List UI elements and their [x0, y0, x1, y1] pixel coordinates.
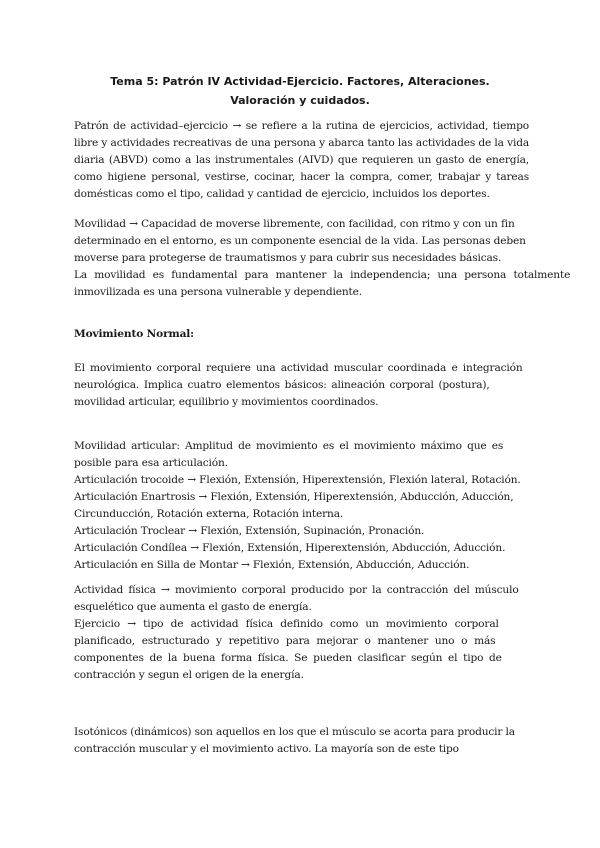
movimiento-normal-paragraph: [74, 360, 529, 411]
isotonicos-line: contracción muscular y el movimiento activo. La mayoría son de este tipo: [74, 743, 459, 755]
movilidad-line: inmovilizada es una persona vulnerable y dependiente.: [74, 286, 362, 298]
movilidad-line: Movilidad → Capacidad de moverse libremente, con facilidad, con ritmo y con un fin: [74, 218, 515, 230]
intro-line: libre y actividades recreativas de una persona y abarca tanto las actividades de la vida: [74, 137, 529, 149]
articular-line: Articulación Troclear → Flexión, Extensión, Supinación, Pronación.: [74, 525, 425, 537]
movilidad-line: moverse para protegerse de traumatismos y para cubrir sus necesidades básicas.: [74, 252, 502, 264]
isotonicos-paragraph: [74, 724, 529, 758]
movimiento-normal-line: El movimiento corporal requiere una actividad muscular coordinada e integración: [74, 362, 523, 374]
intro-line: como higiene personal, vestirse, cocinar, hacer la compra, comer, trabajar y tareas: [74, 171, 529, 183]
intro-line: domésticas como el tipo, calidad y cantidad de ejercicio, incluidos los deportes.: [74, 188, 490, 200]
articular-line: Movilidad articular: Amplitud de movimiento es el movimiento máximo que es: [74, 440, 504, 452]
actividad-line: componentes de la buena forma física. Se pueden clasificar según el tipo de: [74, 652, 502, 664]
movilidad-paragraph: [74, 216, 571, 301]
intro-paragraph: [74, 118, 529, 203]
movimiento-normal-heading: Movimiento Normal:: [74, 328, 194, 340]
actividad-line: Ejercicio → tipo de actividad física definido como un movimiento corporal: [74, 618, 499, 630]
movimiento-normal-line: neurológica. Implica cuatro elementos básicos: alineación corporal (postura),: [74, 379, 490, 391]
articular-line: Articulación en Silla de Montar → Flexión, Extensión, Abducción, Aducción.: [74, 559, 470, 571]
document-title: Tema 5: Patrón IV Actividad-Ejercicio. Factores, Alteraciones. Valoración y cuidados.: [110, 75, 490, 107]
intro-line: diaria (ABVD) como a las instrumentales (AIVD) que requieren un gasto de energía,: [74, 154, 529, 166]
actividad-line: planificado, estructurado y repetitivo para mejorar o mantener uno o más: [74, 635, 496, 647]
actividad-line: Actividad física → movimiento corporal producido por la contracción del músculo: [74, 584, 519, 596]
actividad-fisica-section: [74, 582, 529, 684]
movimiento-normal-line: movilidad articular, equilibrio y movimientos coordinados.: [74, 396, 379, 408]
articular-line: Articulación Enartrosis → Flexión, Extensión, Hiperextensión, Abducción, Aducción,: [74, 491, 514, 503]
isotonicos-line: Isotónicos (dinámicos) son aquellos en los que el músculo se acorta para producir la: [74, 726, 515, 738]
articular-line: Articulación Condílea → Flexión, Extensión, Hiperextensión, Abducción, Aducción.: [74, 542, 506, 554]
movilidad-line: determinado en el entorno, es un componente esencial de la vida. Las personas deben: [74, 235, 526, 247]
movilidad-line: La movilidad es fundamental para mantener la independencia; una persona totalmente: [74, 269, 571, 281]
articular-line: Circunducción, Rotación externa, Rotación interna.: [74, 508, 344, 520]
articular-line: posible para esa articulación.: [74, 457, 228, 469]
articular-line: Articulación trocoide → Flexión, Extensión, Hiperextensión, Flexión lateral, Rotación.: [74, 474, 521, 486]
intro-line: Patrón de actividad–ejercicio → se refiere a la rutina de ejercicios, actividad, tiempo: [74, 120, 529, 132]
actividad-line: esquelético que aumenta el gasto de energía.: [74, 601, 312, 613]
movilidad-articular-section: [74, 438, 529, 574]
actividad-line: contracción y segun el origen de la energía.: [74, 669, 304, 681]
